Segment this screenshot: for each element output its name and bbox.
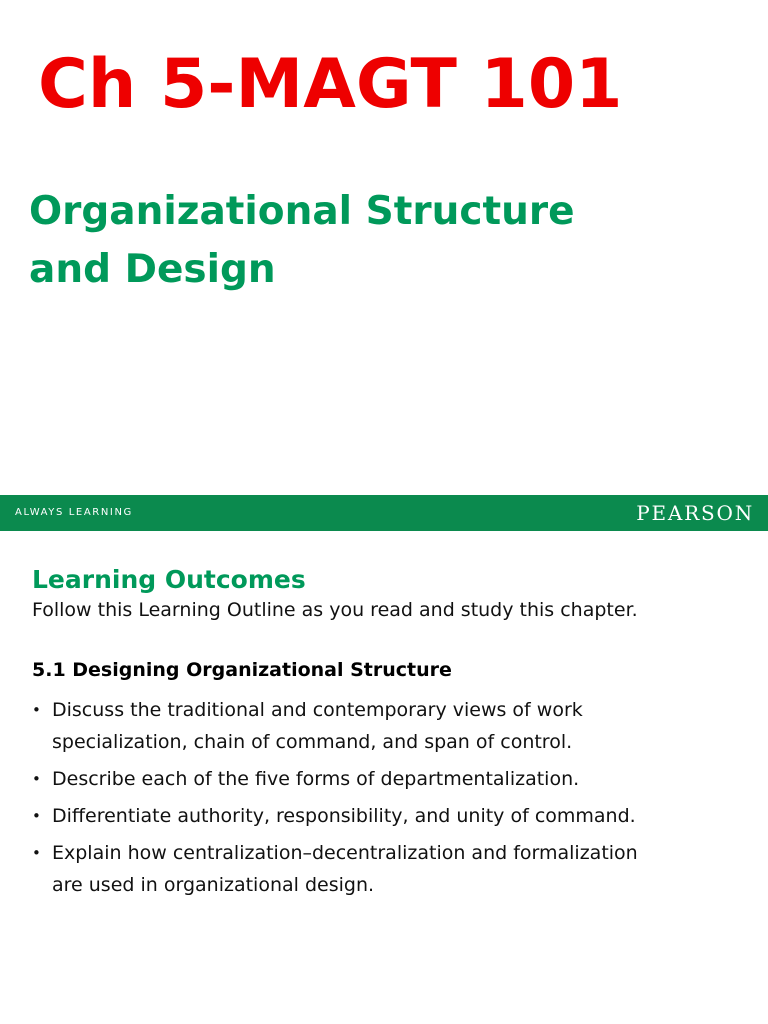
outcome-bullet-line: Describe each of the five forms of departmentalization. <box>52 768 580 790</box>
slide-title: Ch 5-MAGT 101 <box>38 45 623 124</box>
bullet-icon: • <box>32 807 41 825</box>
footer-tagline: ALWAYS LEARNING <box>15 507 133 518</box>
section-heading: 5.1 Designing Organizational Structure <box>32 659 452 681</box>
bullet-icon: • <box>32 770 41 788</box>
outcome-bullet-text <box>52 837 752 901</box>
outcome-bullet-text <box>52 694 752 758</box>
outcome-bullet-line: Explain how centralization–decentralization and formalization <box>52 842 638 864</box>
outcome-bullet <box>32 800 752 832</box>
outcome-bullet <box>32 694 752 758</box>
outcome-bullet-line: Differentiate authority, responsibility, and unity of command. <box>52 805 636 827</box>
outcome-bullet-list <box>32 694 752 906</box>
bullet-icon: • <box>32 844 41 862</box>
outcome-bullet-text <box>52 763 752 795</box>
outcome-bullet-line: are used in organizational design. <box>52 874 375 896</box>
bullet-icon: • <box>32 701 41 719</box>
pearson-logo: PEARSON <box>636 501 754 525</box>
outcome-bullet <box>32 763 752 795</box>
slide-subtitle <box>29 183 575 299</box>
learning-outcomes-intro: Follow this Learning Outline as you read and study this chapter. <box>32 599 638 621</box>
footer-bar <box>0 495 768 531</box>
outcome-bullet-line: Discuss the traditional and contemporary views of work <box>52 699 583 721</box>
outcome-bullet-line: specialization, chain of command, and span of control. <box>52 731 573 753</box>
slide-subtitle-line: and Design <box>29 247 276 292</box>
slide-subtitle-line: Organizational Structure <box>29 189 575 234</box>
outcome-bullet-text <box>52 800 752 832</box>
learning-outcomes-heading: Learning Outcomes <box>32 565 306 594</box>
outcome-bullet <box>32 837 752 901</box>
